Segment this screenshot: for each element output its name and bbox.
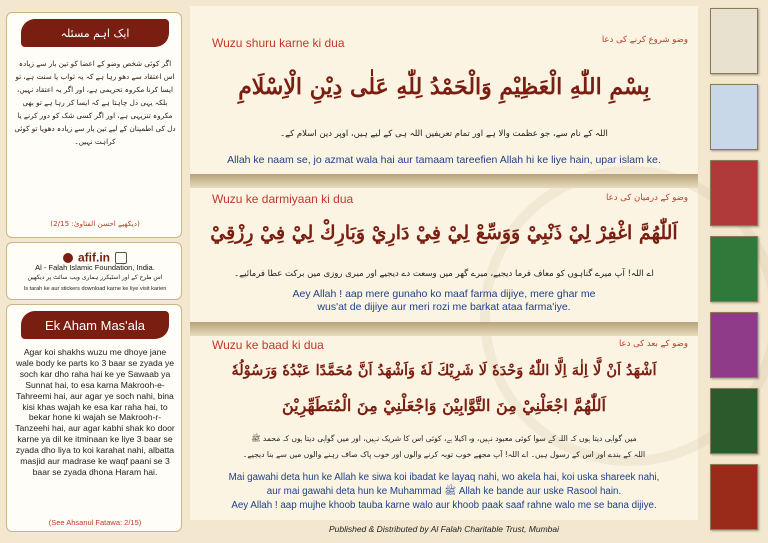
book-cover-icon[interactable] <box>710 464 758 530</box>
book-cover-icon[interactable] <box>710 84 758 150</box>
globe-icon <box>63 253 73 263</box>
roman-translation-line: Aey Allah ! aap mujhe khoob tauba karne walo aur khoob paak saaf rahne walo me se bana dijiye. <box>231 500 657 511</box>
book-cover-icon[interactable] <box>710 312 758 378</box>
sticker-note-urdu: اس طرح کے اور اسٹیکرز ہماری ویب سائٹ پر دیکھیں <box>27 274 163 281</box>
urdu-masala-heading <box>21 19 169 47</box>
arabic-dua-line: اَشْهَدُ اَنْ لَّا اِلٰهَ اِلَّا اللّٰهُ وَحْدَهٗ لَا شَرِيْكَ لَهٗ وَاَشْهَدُ اَنَّ مُحَمَّدًا عَبْدُهٗ وَرَسُوْلُهٗ <box>231 362 657 379</box>
urdu-masala-paragraph <box>13 57 177 207</box>
publisher-footer: Published & Distributed by Al Falah Charitable Trust, Mumbai <box>328 524 560 534</box>
dua-panel <box>190 6 698 520</box>
site-card <box>6 242 182 300</box>
dua-title: Wuzu shuru karne ki dua <box>212 36 345 50</box>
books-column <box>704 8 764 536</box>
arabic-dua: بِسْمِ اللّٰهِ الْعَظِيْمِ وَالْحَمْدُ لِلّٰهِ عَلٰى دِيْنِ الْاِسْلَامِ <box>238 74 650 100</box>
dua-urdu-title: وضو کے درمیان کی دعا <box>606 193 688 203</box>
org-name: Al - Falah Islamic Foundation, India. <box>35 263 155 272</box>
arabic-dua-line: اَللّٰهُمَّ اجْعَلْنِيْ مِنَ التَّوَّابِيْنَ وَاجْعَلْنِيْ مِنَ الْمُتَطَهِّرِيْنَ <box>282 396 606 415</box>
book-cover-icon[interactable] <box>710 8 758 74</box>
sticker-note: Is tarah ke aur stickers download karne ke liye visit karien <box>23 286 167 292</box>
book-cover-icon[interactable] <box>710 388 758 454</box>
book-cover-icon[interactable] <box>710 160 758 226</box>
urdu-translation: اے اللہ! آپ میرے گناہوں کو معاف فرما دیجیے، میرے گھر میں وسعت دے دیجیے اور میری روزی میں برکت عطا فرمائیے۔ <box>234 269 654 279</box>
left-panel <box>6 6 182 538</box>
site-link[interactable]: afif.in <box>78 250 110 265</box>
urdu-reference: (دیکھیے احسن الفتاویٰ: 2/15) <box>50 219 140 228</box>
roman-masala-card <box>6 304 182 532</box>
roman-translation-line: Aey Allah ! aap mere gunaho ko maaf farma dijiye, mere ghar me <box>292 288 596 300</box>
dua-urdu-title: وضو کے بعد کی دعا <box>618 339 688 349</box>
roman-masala-paragraph: Agar koi shakhs wuzu me dhoye jane wale body ke parts ko 3 baar se zyada ye soch kar dho raha hai ke ye Sawaab ya Sunnat hai, to esa karna Makrooh-e-Tahreemi hai, aur agar ye soch nahi, bina kisi khas wajah ke esa kar raha hai, to bekar hone ki wajah se Makrooh-r-Tanzeehi hai, aur agar kabhi shak ko door karne ya dil ke itminaan ke liye 3 baar se zyada dho liya to koi karahat nahi, albatta masjid aur madrase ke waqf paani se 3 baar se zyada dhona Haram hai. <box>15 347 175 477</box>
dua-section-start <box>190 6 698 174</box>
arabic-dua: اَللّٰهُمَّ اغْفِرْ لِيْ ذَنْبِيْ وَوَسِّعْ لِيْ فِيْ دَارِيْ وَبَارِكْ لِيْ فِيْ رِزْقِيْ <box>210 222 678 244</box>
roman-heading-text: Ek Aham Mas'ala <box>44 317 146 333</box>
dua-title: Wuzu ke darmiyaan ki dua <box>212 192 354 206</box>
dua-title: Wuzu ke baad ki dua <box>212 338 324 352</box>
urdu-paragraph-text: اگر کوئی شخص وضو کے اعضا کو تین بار سے زیادہ اس اعتقاد سے دھو رہا ہے کہ یہ ثواب یا سنت ہے، تو ایسا کرنا مکروہ تحریمی ہے، اور اگر یہ اعتقاد نہیں، بلکہ یہی دل چاہتا ہے کہ ایسا کر رہا ہے تو بھی مکروہ تنزیہی ہے، اور اگر کسی شک کو دور کرنے یا دل کی اطمینان کے لیے تین بار سے زیادہ دھویا تو کوئی کراہت نہیں۔ <box>14 59 176 146</box>
urdu-masala-card <box>6 12 182 238</box>
roman-reference: (See Ahsanul Fatawa: 2/15) <box>48 518 142 527</box>
dua-section-middle <box>190 188 698 320</box>
roman-masala-heading <box>21 311 169 339</box>
section-divider <box>190 174 698 188</box>
roman-translation-line: wus'at de dijiye aur meri rozi me barkat ataa farma'iye. <box>317 301 571 313</box>
roman-translation-line: Mai gawahi deta hun ke Allah ke siwa koi ibadat ke layaq nahi, wo akela hai, koi uska shareek nahi, <box>228 472 660 483</box>
dua-section-end <box>190 336 698 520</box>
urdu-translation-line: اللہ کے بندے اور اس کے رسول ہیں۔ اے اللہ! آپ مجھے خوب توبہ کرنے والوں اور خوب پاک صاف رہنے والوں میں سے بنا دیجیے۔ <box>242 450 646 459</box>
urdu-heading-text: ایک اہم مسئلہ <box>60 26 130 40</box>
roman-translation: Allah ke naam se, jo azmat wala hai aur tamaam tareefien Allah hi ke liye hain, upar islam ke. <box>227 154 661 166</box>
urdu-translation: اللہ کے نام سے، جو عظمت والا ہے اور تمام تعریفیں اللہ ہی کے لیے ہیں، اوپر دین اسلام کے۔ <box>280 129 608 139</box>
section-divider <box>190 322 698 336</box>
book-cover-icon[interactable] <box>710 236 758 302</box>
urdu-translation-line: میں گواہی دیتا ہوں کہ اللہ کے سوا کوئی معبود نہیں، وہ اکیلا ہے، کوئی اس کا شریک نہیں، اور میں گواہی دیتا ہوں کہ محمد ﷺ <box>251 434 637 443</box>
foundation-logo-icon <box>115 252 127 264</box>
dua-urdu-title: وضو شروع کرنے کی دعا <box>601 35 688 45</box>
roman-translation-line: aur mai gawahi deta hun ke Muhammad ﷺ Allah ke bande aur uske Rasool hain. <box>266 486 622 497</box>
